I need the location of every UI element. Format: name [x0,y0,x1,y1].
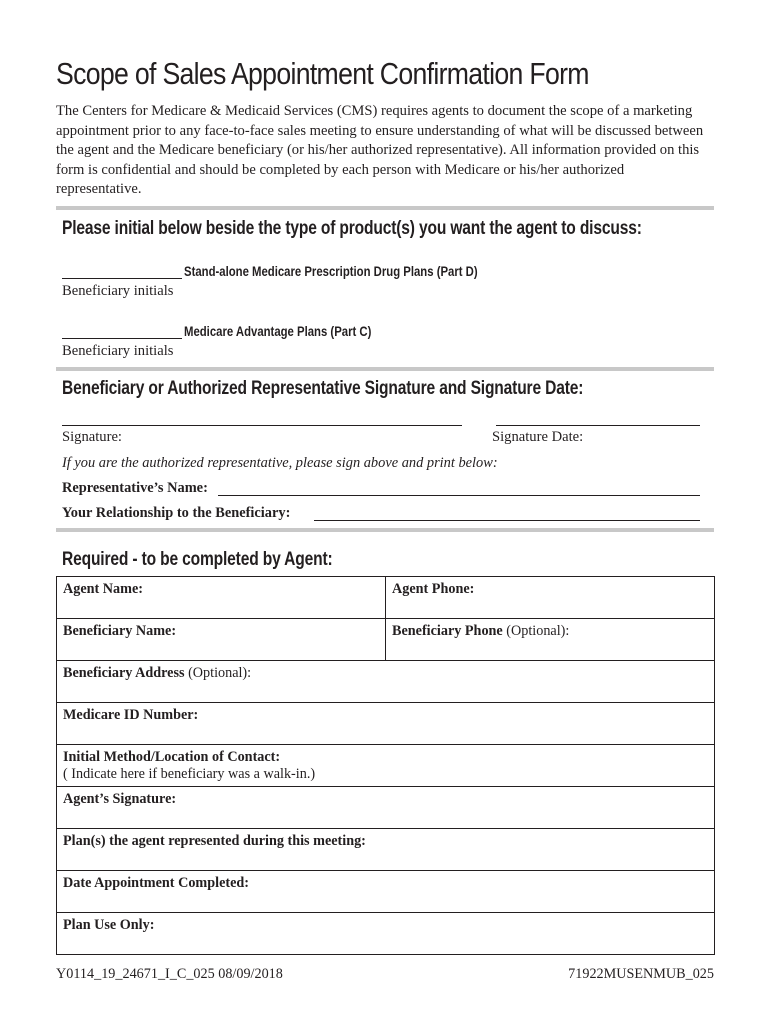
representative-name-line[interactable] [218,480,700,496]
products-heading: Please initial below beside the type of product(s) you want the agent to discuss: [62,218,642,239]
optional-note: (Optional): [188,665,252,681]
beneficiary-address-field[interactable] [57,661,715,703]
part-c-initials-line[interactable] [62,324,182,339]
signature-caption: Signature: [62,429,122,445]
initial-method-label: Initial Method/Location of Contact: [63,749,281,765]
signature-heading: Beneficiary or Authorized Representative Signature and Signature Date: [62,378,584,399]
plans-represented-field[interactable] [57,829,715,871]
relationship-label: Your Relationship to the Beneficiary: [62,505,291,521]
initial-method-field[interactable] [57,745,715,787]
footer-code-right: 71922MUSENMUB_025 [568,966,714,982]
part-d-label: Stand-alone Medicare Prescription Drug Plans (Part D) [184,264,478,279]
agent-name-label: Agent Name: [63,581,143,597]
agent-phone-label: Agent Phone: [392,581,475,597]
medicare-id-field[interactable] [57,703,715,745]
plan-use-label: Plan Use Only: [63,917,155,933]
section-divider [56,206,714,210]
agent-heading: Required - to be completed by Agent: [62,549,333,570]
medicare-id-label: Medicare ID Number: [63,707,199,723]
part-d-initials-line[interactable] [62,264,182,279]
date-completed-field[interactable] [57,871,715,913]
signature-line[interactable] [62,412,462,426]
form-title: Scope of Sales Appointment Confirmation Form [56,56,589,91]
walk-in-note: ( Indicate here if beneficiary was a walk-in.) [63,766,316,782]
part-c-initials-caption: Beneficiary initials [62,343,174,359]
beneficiary-phone-field[interactable] [386,619,715,661]
agent-signature-field[interactable] [57,787,715,829]
signature-date-caption: Signature Date: [492,429,584,445]
plans-represented-label: Plan(s) the agent represented during this meeting: [63,833,366,849]
agent-signature-label: Agent’s Signature: [63,791,177,807]
agent-name-field[interactable] [57,577,386,619]
representative-name-label: Representative’s Name: [62,480,208,496]
agent-phone-field[interactable] [386,577,715,619]
footer-code-left: Y0114_19_24671_I_C_025 08/09/2018 [56,966,283,982]
agent-info-table [56,576,715,955]
part-d-initials-caption: Beneficiary initials [62,283,174,299]
beneficiary-phone-label: Beneficiary Phone [392,623,503,639]
signature-date-line[interactable] [496,412,700,426]
relationship-line[interactable] [314,505,700,521]
beneficiary-address-label: Beneficiary Address [63,665,185,681]
representative-note: If you are the authorized representative, please sign above and print below: [62,455,498,471]
plan-use-field[interactable] [57,913,715,955]
beneficiary-name-field[interactable] [57,619,386,661]
intro-paragraph: The Centers for Medicare & Medicaid Services (CMS) requires agents to document the scope of a marketing appointment prior to any face-to-face sales meeting to ensure understanding of what will be discussed between the agent and the Medicare beneficiary (or his/her authorized representative). All information provided on this form is confidential and should be completed by each person with Medicare or his/her authorized representative. [56,103,704,198]
part-c-label: Medicare Advantage Plans (Part C) [184,324,372,339]
date-completed-label: Date Appointment Completed: [63,875,250,891]
section-divider [56,528,714,532]
beneficiary-name-label: Beneficiary Name: [63,623,177,639]
optional-note: (Optional): [506,623,570,639]
section-divider [56,367,714,371]
